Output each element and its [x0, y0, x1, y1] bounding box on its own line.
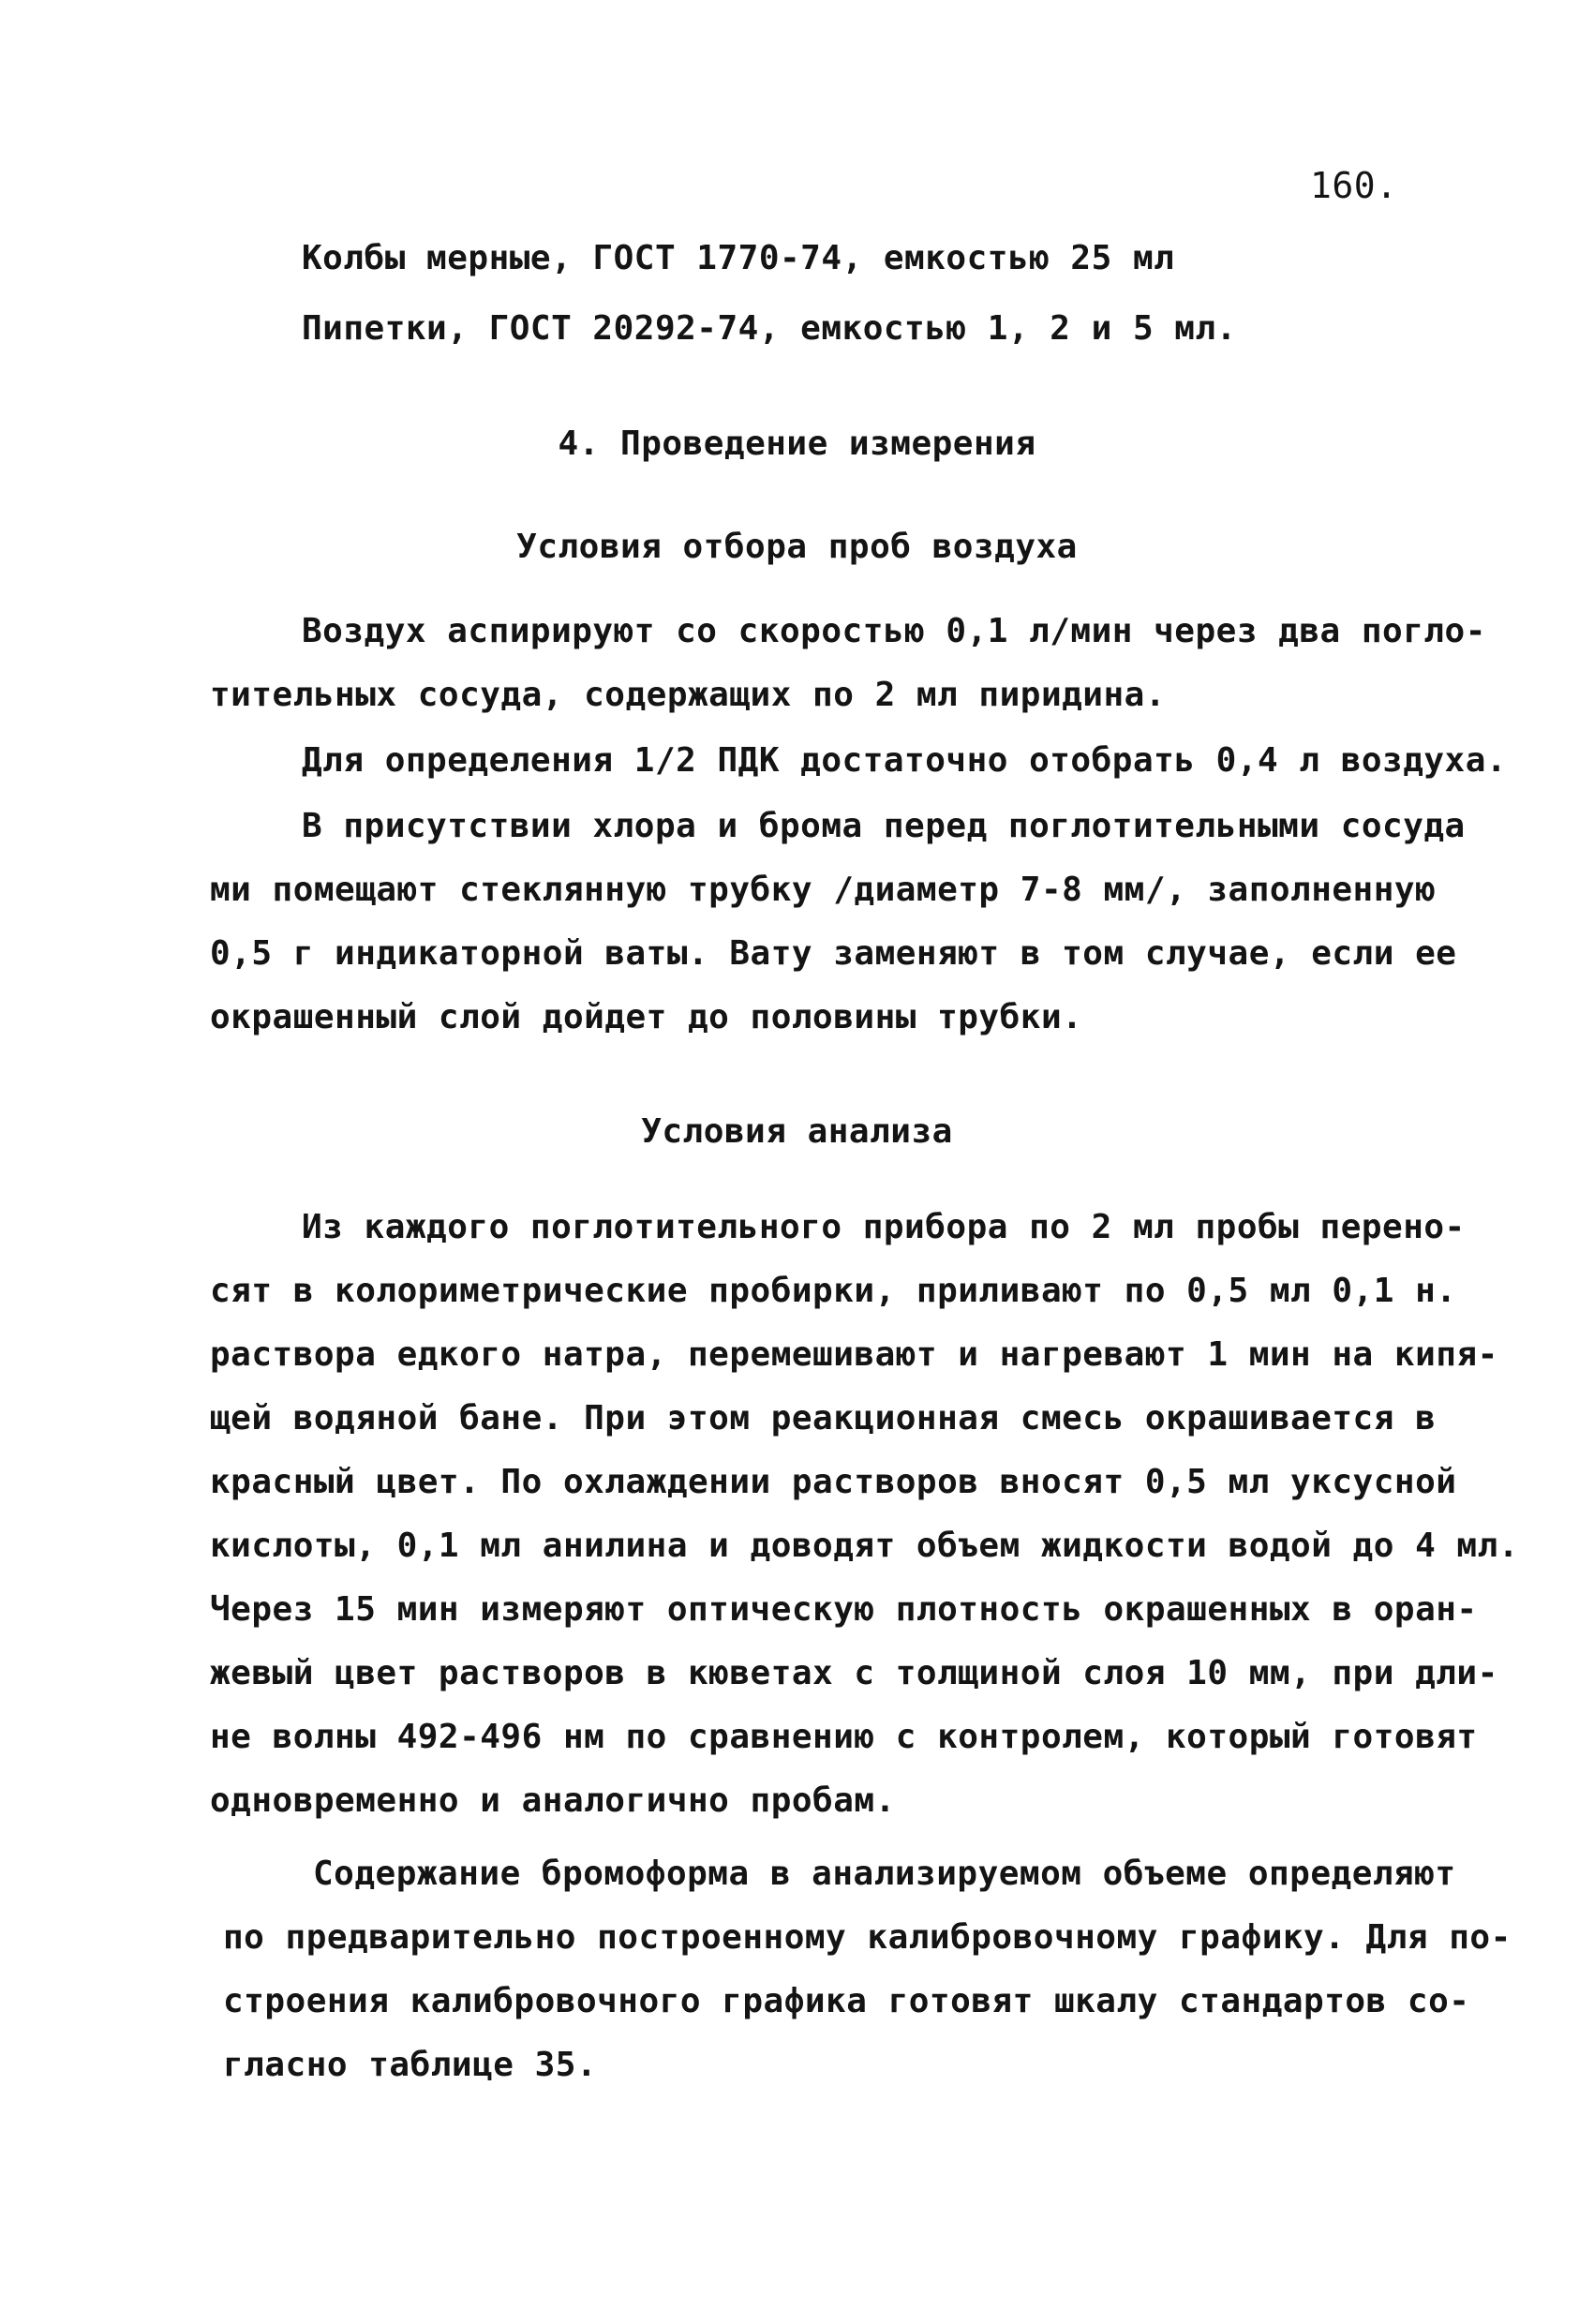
- section-title: 4. Проведение измерения: [558, 425, 1036, 463]
- paragraph-line: ми помещают стеклянную трубку /диаметр 7-8 мм/, заполненную: [210, 871, 1437, 909]
- paragraph-line: Из каждого поглотительного прибора по 2 мл пробы перено-: [302, 1208, 1466, 1246]
- paragraph-line: строения калибровочного графика готовят шкалу стандартов со-: [223, 1982, 1470, 2020]
- page-number: 160.: [1310, 165, 1398, 206]
- paragraph-line: сят в колориметрические пробирки, приливают по 0,5 мл 0,1 н.: [210, 1272, 1457, 1310]
- paragraph-line: щей водяной бане. При этом реакционная смесь окрашивается в: [210, 1399, 1437, 1438]
- equipment-line: Пипетки, ГОСТ 20292-74, емкостью 1, 2 и 5 мл.: [302, 309, 1237, 348]
- subsection-title-air-sampling: Условия отбора проб воздуха: [516, 528, 1078, 566]
- paragraph-line: не волны 492-496 нм по сравнению с контролем, который готовят: [210, 1718, 1478, 1756]
- equipment-line: Колбы мерные, ГОСТ 1770-74, емкостью 25 мл: [302, 239, 1175, 277]
- paragraph-line: жевый цвет растворов в кюветах с толщиной слоя 10 мм, при дли-: [210, 1654, 1498, 1692]
- paragraph-line: кислоты, 0,1 мл анилина и доводят объем жидкости водой до 4 мл.: [210, 1527, 1519, 1565]
- paragraph-line: раствора едкого натра, перемешивают и нагревают 1 мин на кипя-: [210, 1335, 1498, 1374]
- paragraph-line: по предварительно построенному калибровочному графику. Для по-: [223, 1918, 1512, 1957]
- paragraph-line: Воздух аспирируют со скоростью 0,1 л/мин через два погло-: [302, 612, 1486, 650]
- paragraph-line: Для определения 1/2 ПДК достаточно отобрать 0,4 л воздуха.: [302, 741, 1508, 780]
- paragraph-line: красный цвет. По охлаждении растворов вносят 0,5 мл уксусной: [210, 1463, 1457, 1501]
- paragraph-line: Содержание бромоформа в анализируемом объеме определяют: [313, 1855, 1456, 1893]
- paragraph-line: 0,5 г индикаторной ваты. Вату заменяют в том случае, если ее: [210, 934, 1457, 973]
- paragraph-line: окрашенный слой дойдет до половины трубки.: [210, 998, 1083, 1036]
- paragraph-line: тительных сосуда, содержащих по 2 мл пиридина.: [210, 676, 1166, 714]
- subsection-title-analysis: Условия анализа: [641, 1112, 953, 1151]
- paragraph-line: В присутствии хлора и брома перед поглотительными сосуда: [302, 807, 1466, 845]
- paragraph-line: Через 15 мин измеряют оптическую плотность окрашенных в оран-: [210, 1590, 1478, 1629]
- paragraph-line: одновременно и аналогично пробам.: [210, 1781, 896, 1820]
- paragraph-line: гласно таблице 35.: [223, 2046, 598, 2084]
